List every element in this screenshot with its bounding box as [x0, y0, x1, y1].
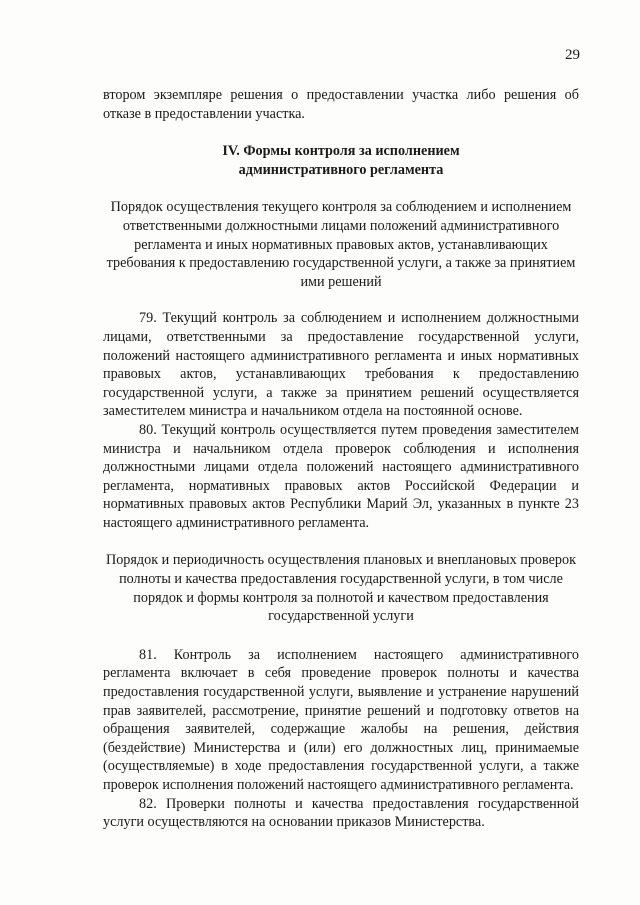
page-number: 29: [565, 47, 580, 63]
section-heading: [103, 142, 579, 179]
subheading-inspections: Порядок и периодичность осуществления плановых и внеплановых проверок полноты и качества предоставления государственной услуги, в том числе порядок и формы контроля за полнотой и качеством предоставления государственной услуги: [105, 552, 577, 625]
opening-paragraph: втором экземпляре решения о предоставлении участка либо решения об отказе в предоставлении участка.: [103, 87, 579, 122]
paragraph-80: 80. Текущий контроль осуществляется путем проведения заместителем министра и начальником отдела проверок соблюдения и исполнения должностными лицами отдела положений настоящего административного регламента, нормативных правовых актов Российской Федерации и нормативных правовых актов Республики Марий Эл, указанных в пункте 23 настоящего административного регламента.: [103, 421, 579, 531]
section-heading-line-1: IV. Формы контроля за исполнением: [222, 143, 460, 160]
subheading-current-control: Порядок осуществления текущего контроля за соблюдением и исполнением ответственными должностными лицами положений административного регламента и иных нормативных правовых актов, устанавливающих требования к предоставлению государственной услуги, а также за принятием ими решений: [106, 199, 576, 290]
document-body: [103, 86, 579, 832]
section-heading-line-2: административного регламента: [238, 161, 444, 178]
paragraph-81: 81. Контроль за исполнением настоящего административного регламента включает в себя проведение проверок полноты и качества предоставления государственной услуги, выявление и устранение нарушений прав заявителей, рассмотрение, принятие решений и подготовку ответов на обращения заявителей, содержащие жалобы на решения, действия (бездействие) Министерства и (или) его должностных лиц, принимаемые (осуществляемые) в ходе предоставления государственной услуги, а также проверок исполнения положений настоящего административного регламента.: [103, 646, 579, 793]
paragraph-82: 82. Проверки полноты и качества предоставления государственной услуги осуществляются на основании приказов Министерства.: [103, 795, 579, 831]
paragraph-79: 79. Текущий контроль за соблюдением и исполнением должностными лицами, ответственными за предоставление государственной услуги, положений настоящего административного регламента и иных нормативных правовых актов, устанавливающих требования к предоставлению государственной услуги, а также за принятием решений осуществляется заместителем министра и начальником отдела на постоянной основе.: [103, 310, 579, 420]
